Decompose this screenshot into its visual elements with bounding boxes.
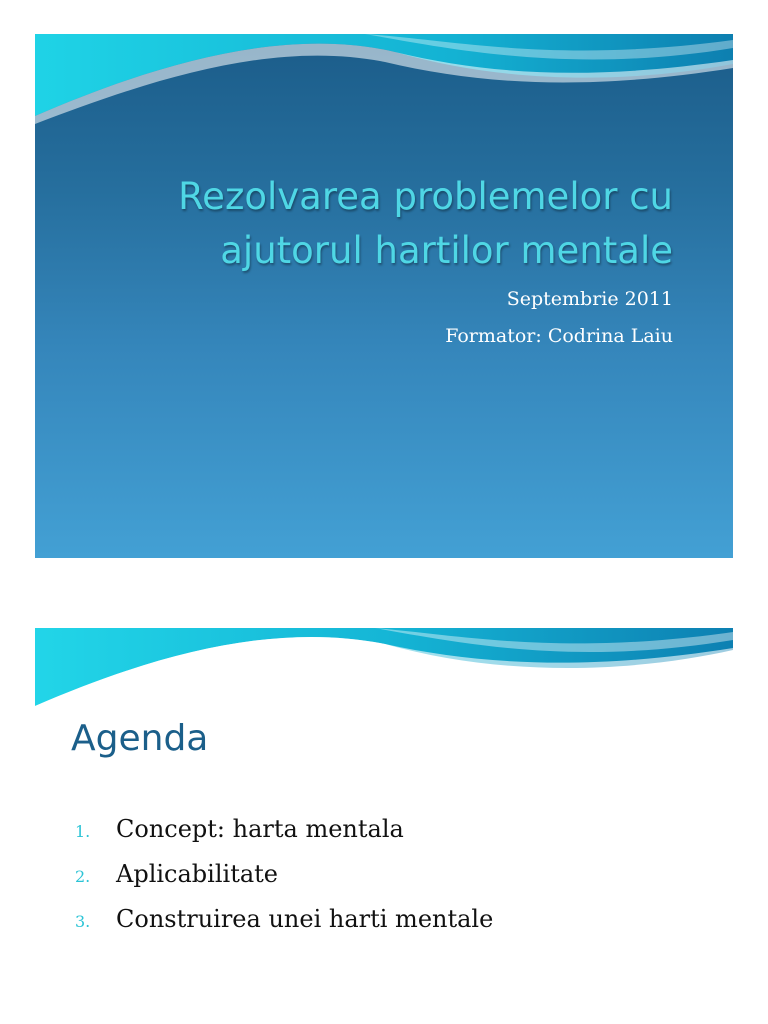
list-item (75, 815, 493, 860)
wave-decoration (35, 34, 733, 124)
title-slide (35, 34, 733, 558)
agenda-slide (35, 628, 733, 1024)
list-number: 3. (75, 912, 91, 931)
wave-decoration (35, 628, 733, 710)
slide-title: Rezolvarea problemelor cu ajutorul hartilor mentale (178, 175, 673, 272)
list-item (75, 905, 493, 950)
list-item-label: Aplicabilitate (116, 860, 278, 888)
agenda-list (75, 815, 493, 950)
list-number: 2. (75, 867, 91, 886)
agenda-title: Agenda (71, 718, 209, 759)
list-item-label: Concept: harta mentala (116, 815, 404, 843)
list-number: 1. (75, 822, 91, 841)
list-item-label: Construirea unei harti mentale (116, 905, 494, 933)
list-item (75, 860, 493, 905)
slide-date: Septembrie 2011 (506, 288, 673, 310)
slide-trainer: Formator: Codrina Laiu (445, 325, 673, 347)
